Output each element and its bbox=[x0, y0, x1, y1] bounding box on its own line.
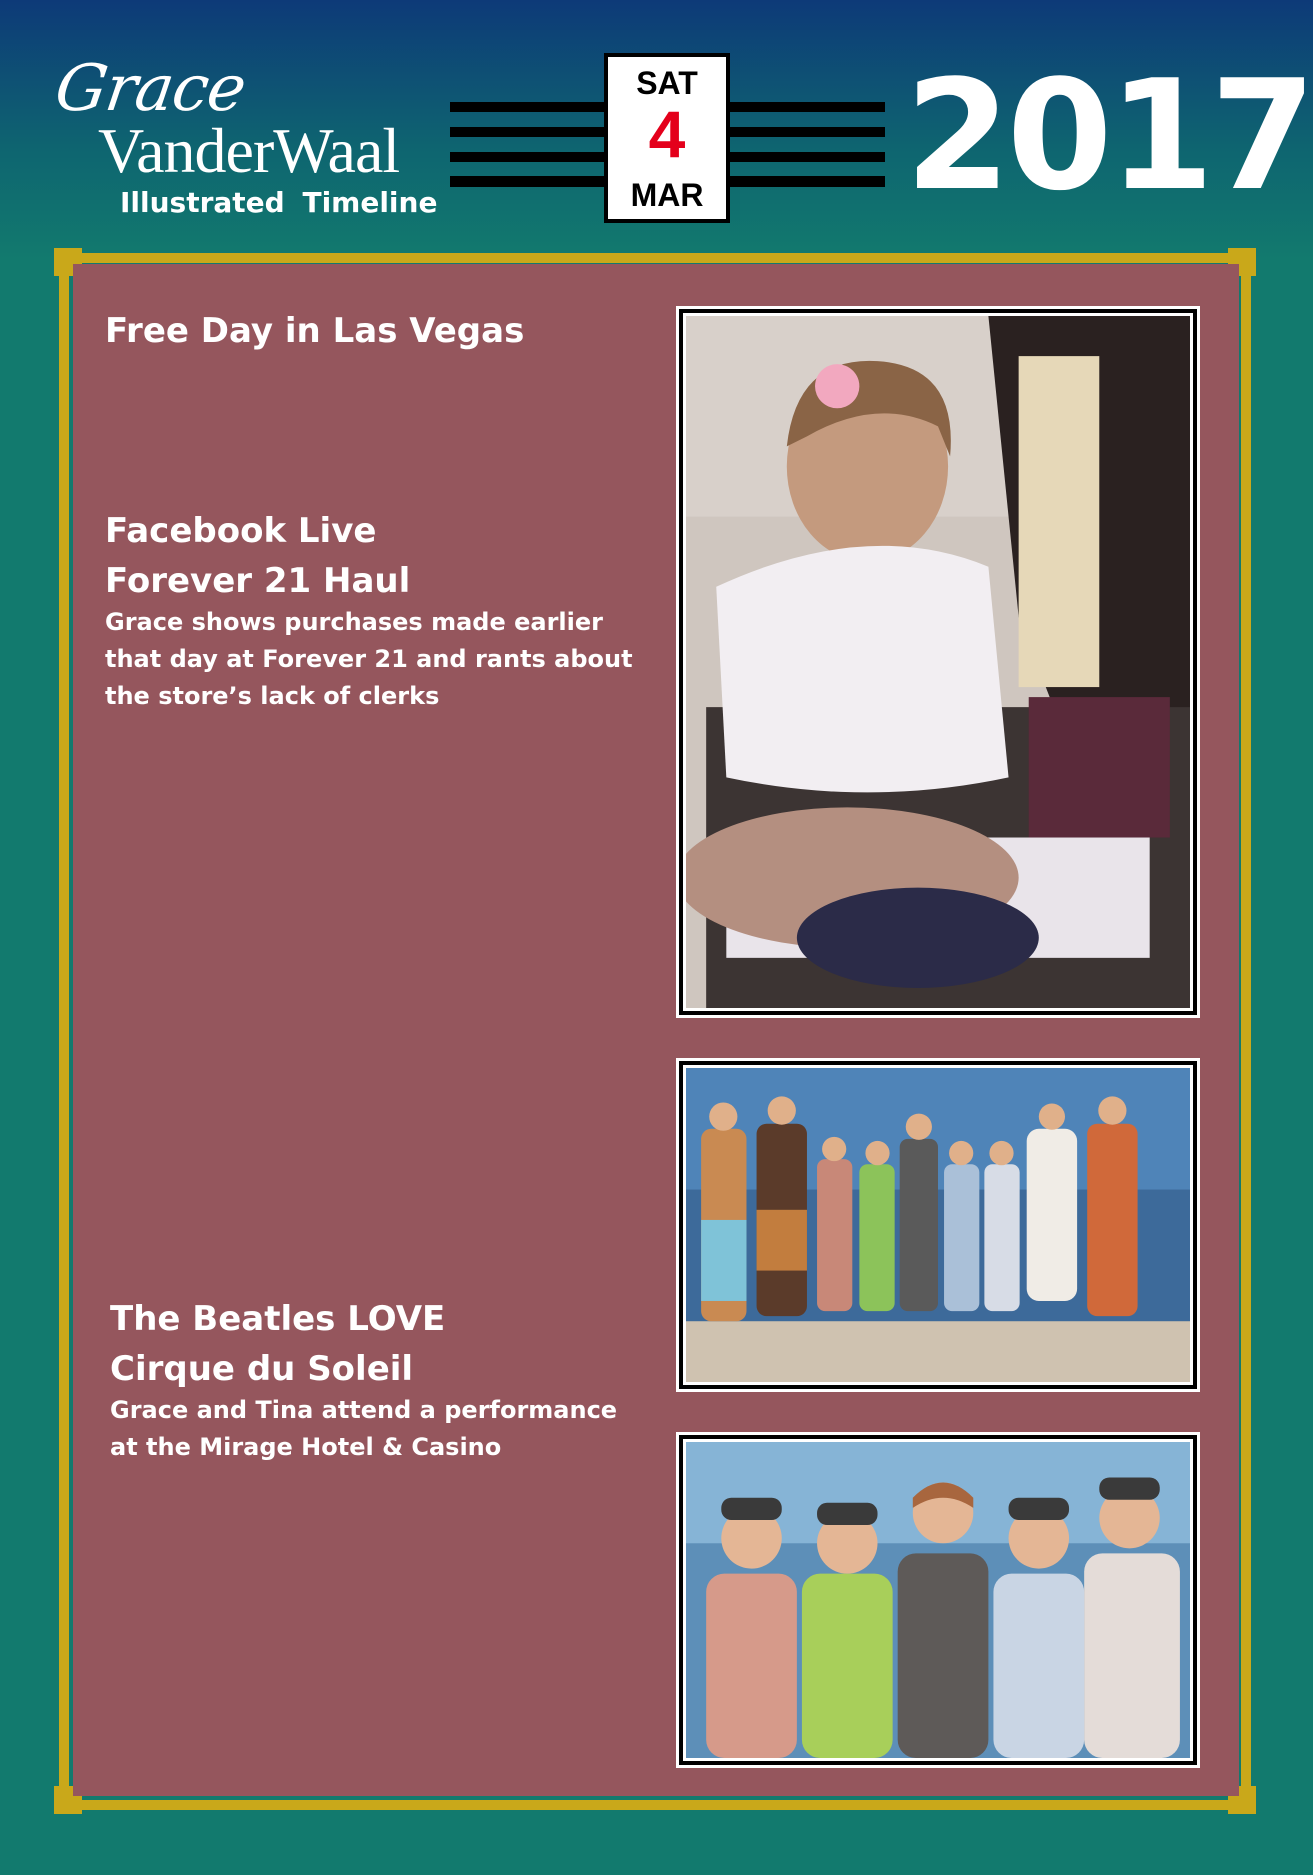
photo-facebook-live-image bbox=[686, 316, 1190, 1008]
entry-title-forever21-haul: Forever 21 Haul bbox=[105, 561, 411, 601]
entry-title-free-day: Free Day in Las Vegas bbox=[105, 311, 525, 351]
logo-script-text: Grace bbox=[50, 52, 250, 126]
entry-title-cirque-du-soleil: Cirque du Soleil bbox=[110, 1349, 414, 1389]
entry-title-beatles-love: The Beatles LOVE bbox=[110, 1299, 446, 1339]
photo-cirque-cast bbox=[676, 1058, 1200, 1392]
calendar-date bbox=[604, 53, 730, 223]
entry-desc-line: the store’s lack of clerks bbox=[105, 682, 440, 710]
calendar-day: 4 bbox=[648, 97, 686, 171]
photo-cirque-kids bbox=[676, 1432, 1200, 1768]
photo-cirque-cast-image bbox=[686, 1068, 1190, 1382]
calendar-weekday: SAT bbox=[636, 65, 698, 101]
entry-title-facebook-live: Facebook Live bbox=[105, 511, 377, 551]
logo-name-text: VanderWaal bbox=[98, 115, 400, 186]
photo-cirque-kids-image bbox=[686, 1442, 1190, 1758]
calendar-month: MAR bbox=[630, 177, 704, 213]
entry-desc-line: that day at Forever 21 and rants about bbox=[105, 645, 633, 673]
site-logo bbox=[52, 52, 452, 222]
logo-subtitle: Illustrated Timeline bbox=[120, 186, 438, 219]
entry-desc-line: at the Mirage Hotel & Casino bbox=[110, 1433, 502, 1461]
year-title: 2017 bbox=[905, 47, 1313, 224]
photo-facebook-live bbox=[676, 306, 1200, 1018]
entry-desc-line: Grace and Tina attend a performance bbox=[110, 1396, 618, 1424]
entry-desc-line: Grace shows purchases made earlier bbox=[105, 608, 603, 636]
